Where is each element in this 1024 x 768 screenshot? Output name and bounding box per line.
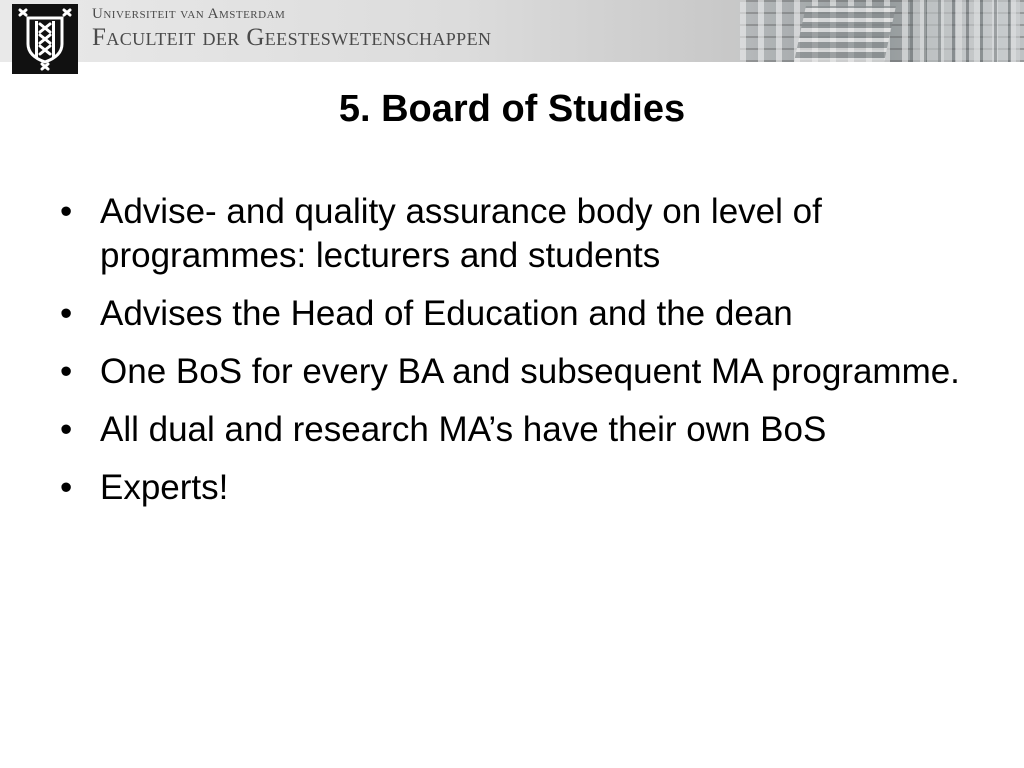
- bullet-item: [60, 408, 960, 452]
- bullet-item: [60, 292, 960, 336]
- uva-logo-icon: [12, 4, 78, 74]
- bullet-item: [60, 350, 960, 394]
- bullet-list: [60, 190, 960, 524]
- header-banner: [0, 0, 1024, 62]
- bullet-marker: •: [60, 192, 73, 231]
- university-name: Universiteit van Amsterdam: [92, 6, 286, 22]
- bullet-item: [60, 466, 960, 510]
- bullet-marker: •: [60, 410, 73, 449]
- bullet-text: One BoS for every BA and subsequent MA programme.: [100, 352, 960, 391]
- bullet-marker: •: [60, 294, 73, 333]
- building-photo: [740, 0, 1024, 62]
- bullet-item: [60, 190, 960, 278]
- bullet-text: Advise- and quality assurance body on level of programmes: lecturers and students: [100, 192, 822, 275]
- slide-title: 5. Board of Studies: [338, 88, 686, 130]
- bullet-text: Advises the Head of Education and the dean: [100, 294, 793, 333]
- bullet-text: Experts!: [100, 468, 229, 507]
- faculty-name: Faculteit der Geesteswetenschappen: [92, 24, 492, 51]
- bullet-marker: •: [60, 468, 73, 507]
- bullet-marker: •: [60, 352, 73, 391]
- bullet-text: All dual and research MA’s have their own BoS: [100, 410, 827, 449]
